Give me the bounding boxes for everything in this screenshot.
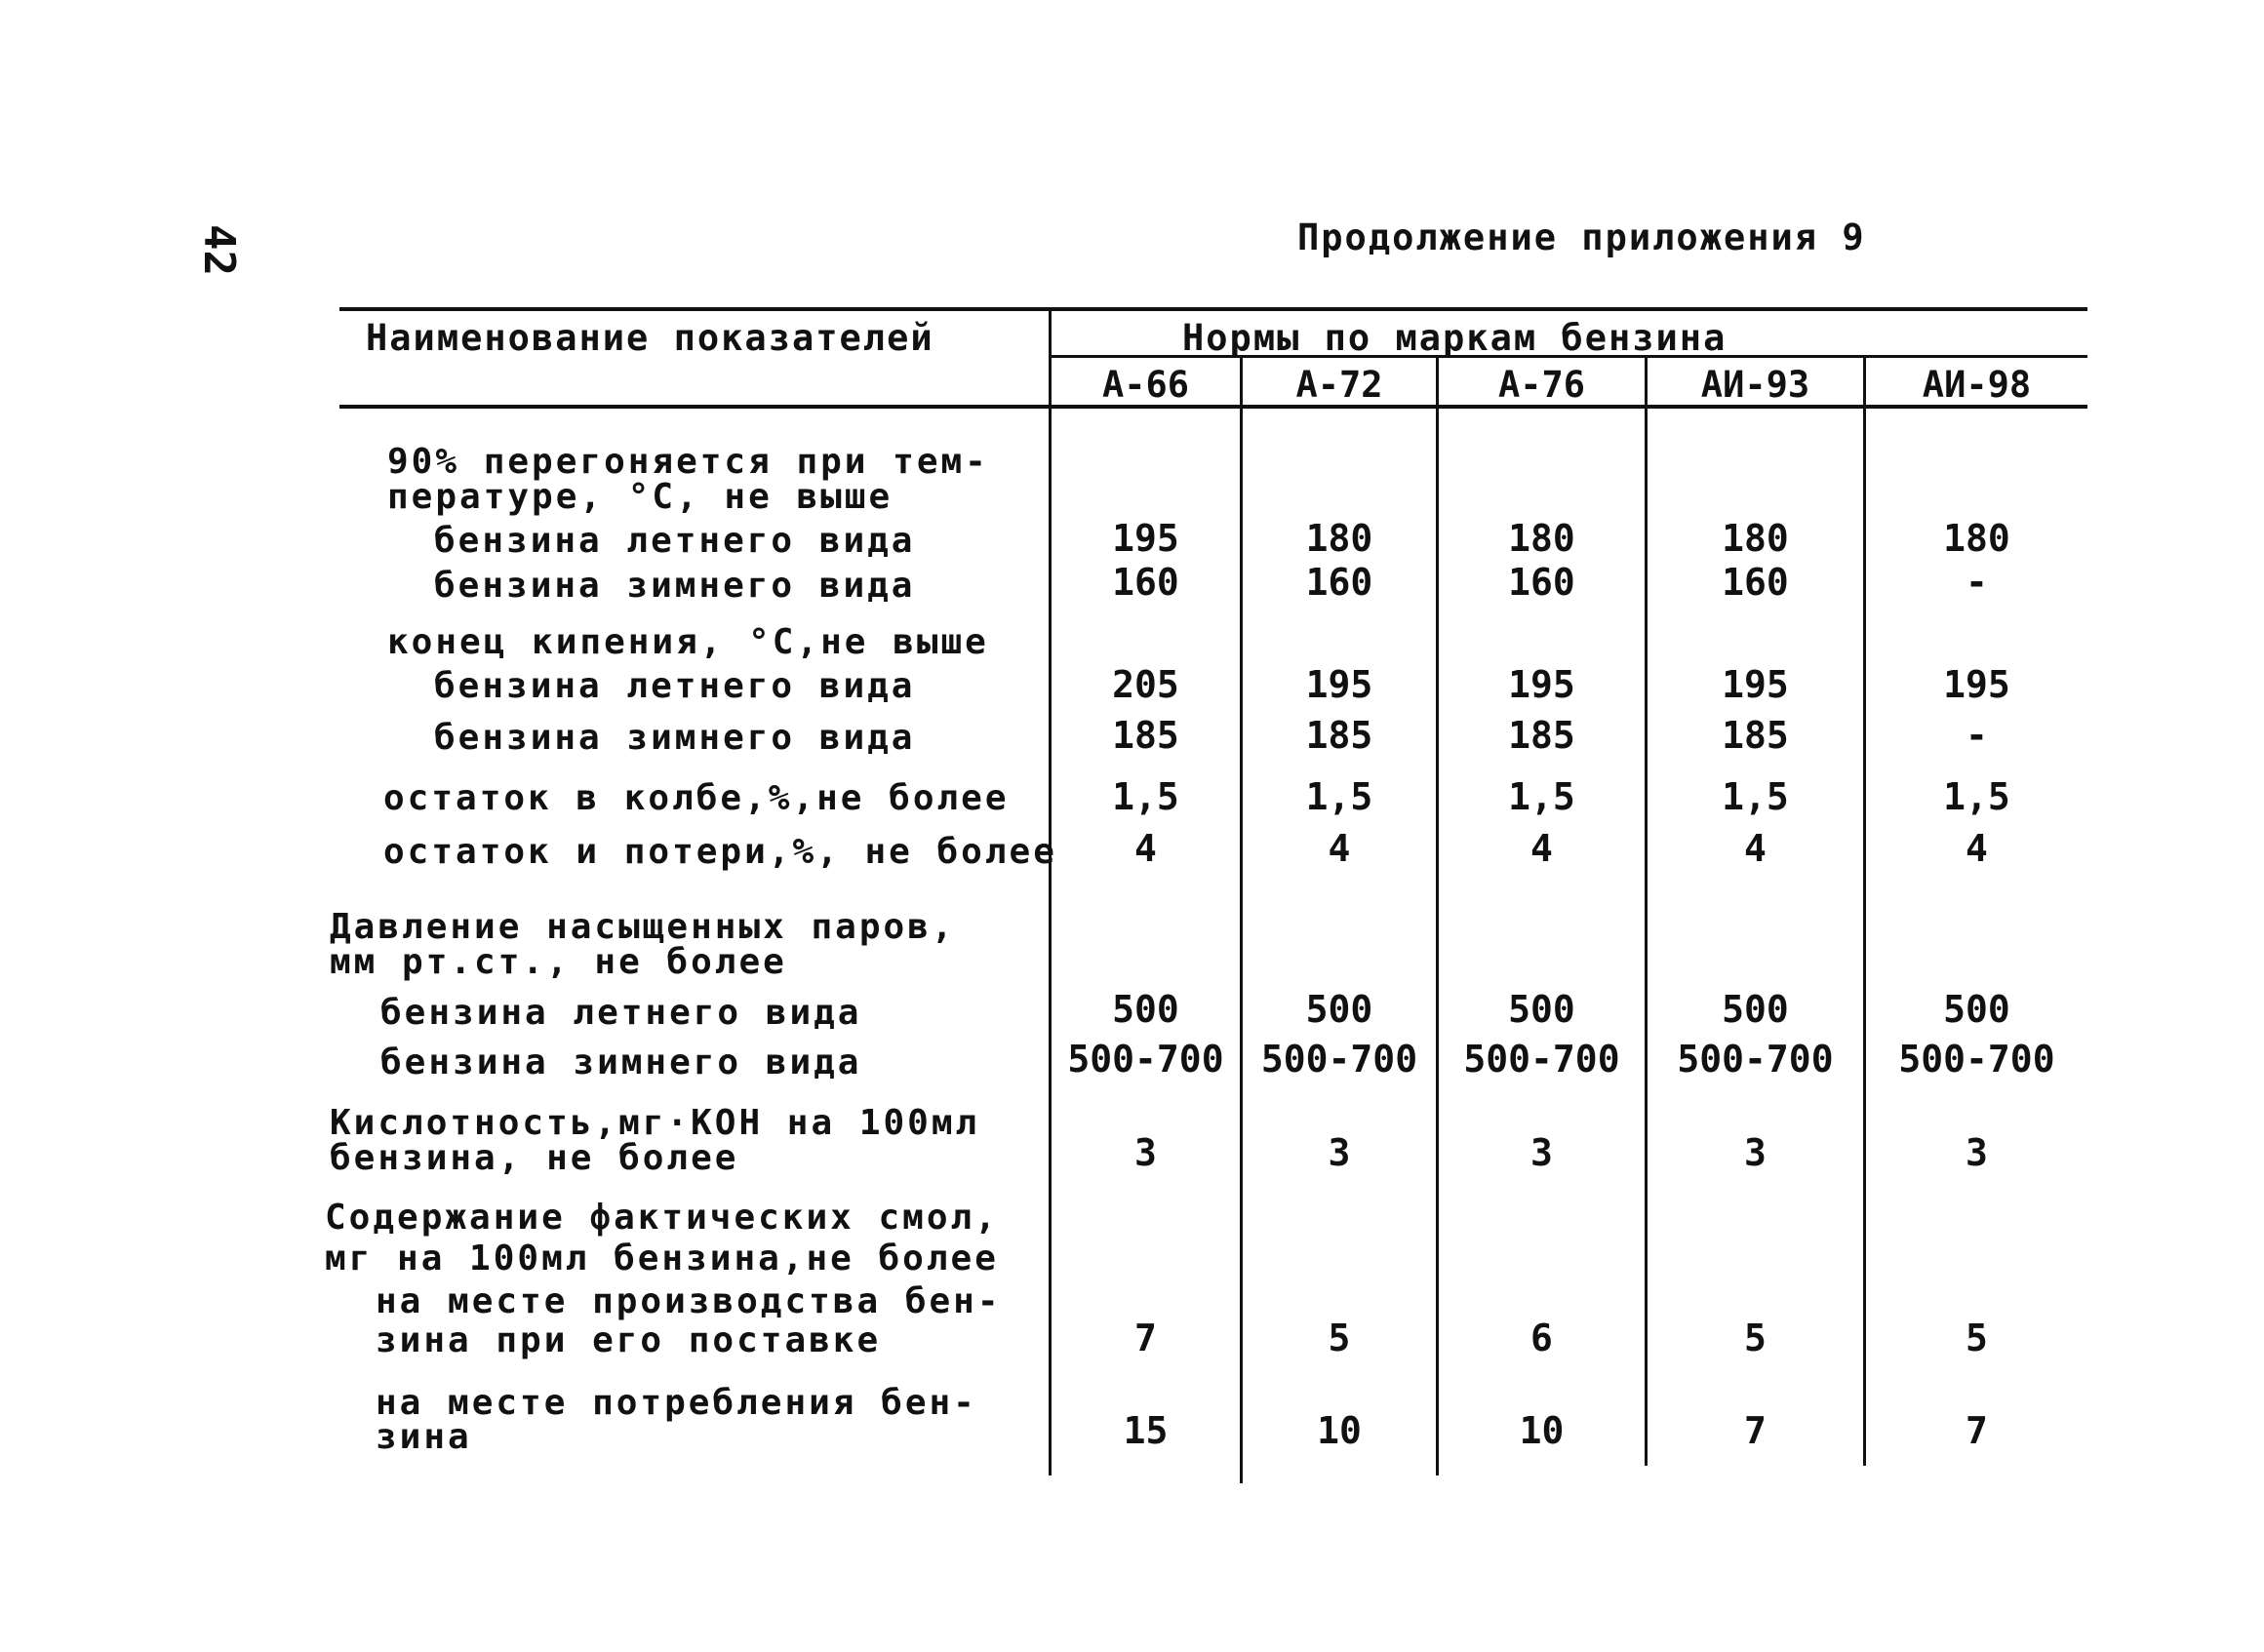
table-top-rule — [339, 307, 2087, 311]
grade-header: А-66 — [1101, 364, 1190, 406]
table-cell: 4 — [1530, 827, 1553, 870]
table-cell: 4 — [1744, 827, 1767, 870]
row-label: бензина, не более — [330, 1138, 739, 1178]
row-label: на месте производства бен- — [376, 1281, 1002, 1321]
table-cell: 500-700 — [1260, 1038, 1418, 1081]
table-cell: 195 — [1305, 663, 1373, 706]
row-label: мм рт.ст., не более — [330, 942, 787, 982]
row-label: Кислотность,мг·КОН на 100мл — [330, 1103, 980, 1143]
table-cell: 3 — [1530, 1131, 1553, 1174]
table-cell: 160 — [1305, 561, 1373, 604]
table-cell: 4 — [1966, 827, 1988, 870]
table-cell: 7 — [1134, 1317, 1157, 1359]
table-cell: 195 — [1112, 517, 1179, 560]
row-label: остаток и потери,%, не более — [383, 832, 1057, 872]
table-cell: 4 — [1134, 827, 1157, 870]
table-cell: 3 — [1744, 1131, 1767, 1174]
row-label: бензина летнего вида — [434, 521, 916, 561]
table-cell: 195 — [1943, 663, 2010, 706]
page-number: 42 — [194, 224, 244, 276]
table-cell: 160 — [1508, 561, 1575, 604]
table-cell: 1,5 — [1112, 775, 1179, 818]
grade-header: АИ-98 — [1922, 364, 2032, 406]
table-cell: 10 — [1317, 1409, 1362, 1452]
row-label: мг на 100мл бензина,не более — [325, 1239, 999, 1278]
table-cell: 185 — [1305, 714, 1373, 757]
table-cell: 10 — [1519, 1409, 1565, 1452]
table-cell: 5 — [1328, 1317, 1351, 1359]
table-cell: 500 — [1305, 988, 1373, 1031]
table-cell: 160 — [1722, 561, 1789, 604]
table-cell: 1,5 — [1943, 775, 2010, 818]
table-cell: 3 — [1966, 1131, 1988, 1174]
table-cell: 195 — [1508, 663, 1575, 706]
table-cell: 180 — [1508, 517, 1575, 560]
table-cell: 500 — [1112, 988, 1179, 1031]
row-label: на месте потребления бен- — [376, 1383, 977, 1423]
table-cell: 180 — [1943, 517, 2010, 560]
row-label: пературе, °С, не выше — [387, 477, 894, 517]
table-cell: 500 — [1943, 988, 2010, 1031]
table-cell: 7 — [1966, 1409, 1988, 1452]
table-cell: 205 — [1112, 663, 1179, 706]
row-label: конец кипения, °С,не выше — [387, 622, 989, 662]
row-label: бензина зимнего вида — [380, 1042, 862, 1082]
row-label: бензина летнего вида — [380, 993, 862, 1033]
table-cell: 5 — [1744, 1317, 1767, 1359]
table-cell: 500 — [1508, 988, 1575, 1031]
table-cell: 7 — [1744, 1409, 1767, 1452]
table-cell: 1,5 — [1305, 775, 1373, 818]
row-label: Давление насыщенных паров, — [330, 907, 956, 947]
row-label: бензина зимнего вида — [434, 566, 916, 606]
row-label: бензина зимнего вида — [434, 718, 916, 758]
row-label: зина при его поставке — [376, 1320, 882, 1360]
table-cell: 500-700 — [1898, 1038, 2055, 1081]
table-cell: 160 — [1112, 561, 1179, 604]
table-cell: 1,5 — [1722, 775, 1789, 818]
table-cell: 15 — [1123, 1409, 1169, 1452]
page-heading: Продолжение приложения 9 — [1297, 216, 1866, 258]
table-cell: 5 — [1966, 1317, 1988, 1359]
table-cell: 500-700 — [1067, 1038, 1224, 1081]
table-cell: 4 — [1328, 827, 1351, 870]
row-label: зина — [376, 1417, 472, 1457]
row-label: 90% перегоняется при тем- — [387, 442, 989, 482]
table-cell: - — [1966, 561, 1988, 604]
table-cell: - — [1966, 714, 1988, 757]
table-cell: 3 — [1134, 1131, 1157, 1174]
row-label: бензина летнего вида — [434, 666, 916, 706]
table-cell: 500 — [1722, 988, 1789, 1031]
row-label: остаток в колбе,%,не более — [383, 778, 1010, 818]
table-cell: 185 — [1508, 714, 1575, 757]
indicator-column-header: Наименование показателей — [366, 317, 934, 359]
table-cell: 500-700 — [1677, 1038, 1834, 1081]
grade-header: А-72 — [1295, 364, 1383, 406]
table-cell: 500-700 — [1463, 1038, 1620, 1081]
grade-header: А-76 — [1497, 364, 1586, 406]
table-cell: 180 — [1722, 517, 1789, 560]
table-cell: 195 — [1722, 663, 1789, 706]
grade-group-header: Нормы по маркам бензина — [1182, 317, 1728, 359]
table-cell: 3 — [1328, 1131, 1351, 1174]
table-cell: 1,5 — [1508, 775, 1575, 818]
row-label: Содержание фактических смол, — [325, 1198, 999, 1238]
table-cell: 185 — [1722, 714, 1789, 757]
table-cell: 185 — [1112, 714, 1179, 757]
table-cell: 6 — [1530, 1317, 1553, 1359]
column-divider — [1049, 310, 1052, 1475]
table-cell: 180 — [1305, 517, 1373, 560]
grade-header: АИ-93 — [1700, 364, 1810, 406]
